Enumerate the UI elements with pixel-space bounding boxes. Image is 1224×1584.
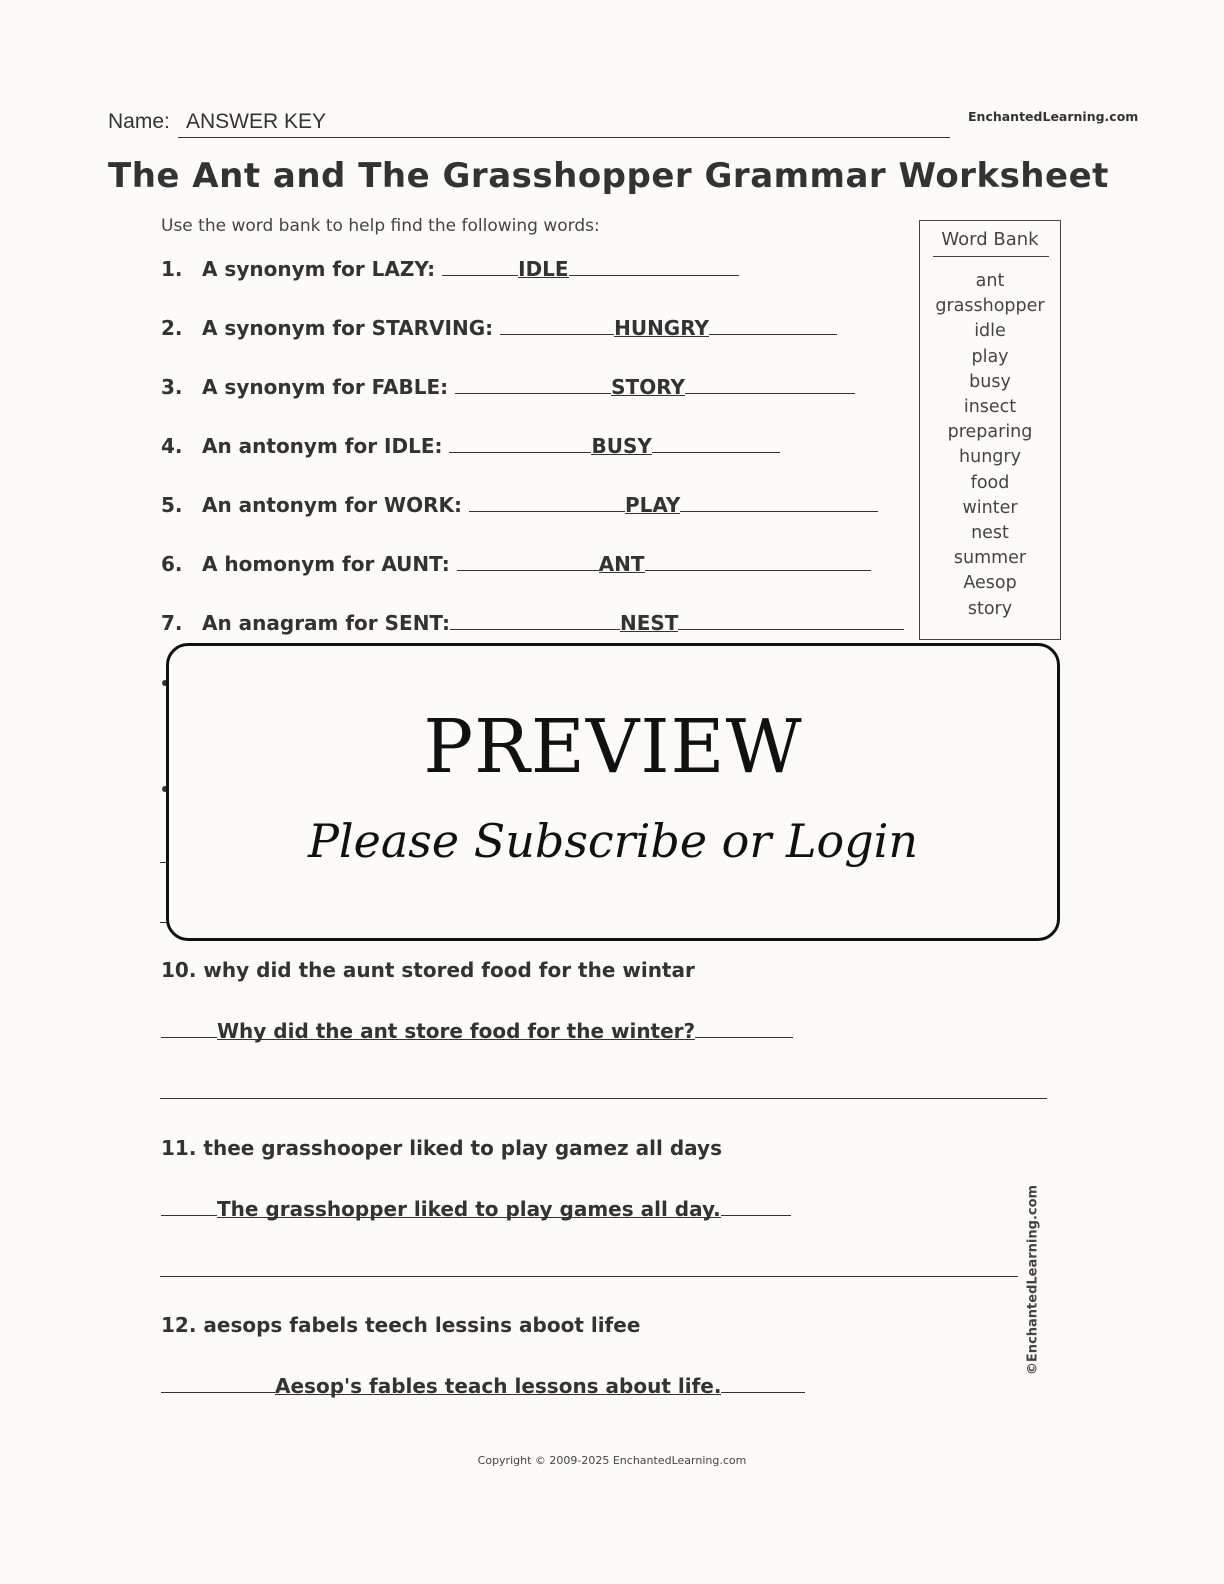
answer-text: STORY (611, 375, 685, 399)
question-number: 12. (161, 1313, 197, 1337)
question-number: 4. (161, 434, 183, 458)
site-logo-text: EnchantedLearning.com (968, 109, 1139, 124)
word-bank-item: nest (971, 523, 1009, 544)
name-value: ANSWER KEY (186, 110, 327, 133)
word-bank (919, 220, 1061, 640)
answer-blank-left (161, 1372, 275, 1393)
corrected-sentence: The grasshopper liked to play games all day. (217, 1197, 721, 1221)
answer-text: ANT (598, 552, 645, 576)
question-number: 11. (161, 1136, 197, 1160)
writing-line (160, 1098, 1047, 1099)
answer-blank-left (161, 1195, 217, 1216)
word-bank-item: summer (953, 548, 1027, 569)
answer-blank-left (450, 609, 620, 630)
correction-10-answer (161, 1017, 793, 1043)
question-number: 5. (161, 493, 183, 517)
question-prompt: An antonym for WORK: (201, 493, 462, 517)
question-6 (161, 550, 871, 576)
word-bank-item: grasshopper (935, 296, 1045, 317)
word-bank-list (920, 269, 1060, 622)
answer-blank-right (709, 314, 837, 335)
name-label: Name: (108, 110, 170, 133)
question-number: 10. (161, 958, 197, 982)
word-bank-item: preparing (947, 422, 1033, 443)
answer-blank-left (449, 432, 591, 453)
answer-text: NEST (619, 611, 679, 635)
question-prompt: A synonym for LAZY: (201, 257, 436, 281)
answer-blank-left (500, 314, 614, 335)
answer-blank-right (652, 432, 780, 453)
footer-copyright: Copyright © 2009-2025 EnchantedLearning.com (477, 1454, 747, 1467)
word-bank-item: food (970, 472, 1010, 493)
correction-10-sentence (161, 958, 695, 982)
incorrect-sentence: why did the aunt stored food for the wintar (203, 958, 695, 982)
word-bank-item: story (967, 598, 1013, 619)
instructions: Use the word bank to help find the following words: (161, 216, 600, 236)
question-number: 1. (161, 257, 183, 281)
answer-blank-right (569, 255, 739, 276)
question-4 (161, 432, 780, 458)
word-bank-item: hungry (959, 447, 1021, 468)
subscribe-preview-overlay[interactable] (166, 643, 1060, 941)
corrected-sentence: Why did the ant store food for the winter? (217, 1019, 696, 1043)
answer-blank-right (678, 609, 904, 630)
question-number: 6. (161, 552, 183, 576)
question-2 (161, 314, 837, 340)
answer-blank-left (457, 550, 599, 571)
incorrect-sentence: aesops fabels teech lessins aboot lifee (203, 1313, 641, 1337)
answer-blank-right (695, 1017, 793, 1038)
question-3 (161, 373, 855, 399)
correction-12-sentence (161, 1313, 640, 1337)
word-bank-item: winter (962, 497, 1018, 518)
name-underline (178, 137, 950, 138)
answer-blank-left (161, 1017, 217, 1038)
answer-text: PLAY (624, 493, 681, 517)
question-number: 7. (161, 611, 183, 635)
question-number: 2. (161, 316, 183, 340)
answer-blank-left (455, 373, 611, 394)
word-bank-item: idle (974, 321, 1006, 342)
answer-text: HUNGRY (614, 316, 710, 340)
question-prompt: An anagram for SENT: (201, 611, 450, 635)
word-bank-title: Word Bank (941, 229, 1039, 250)
answer-blank-right (680, 491, 878, 512)
correction-11-sentence (161, 1136, 722, 1160)
word-bank-item: busy (969, 371, 1011, 392)
correction-12-answer (161, 1372, 805, 1398)
question-7 (161, 609, 904, 635)
page-title: The Ant and The Grasshopper Grammar Worksheet (108, 156, 1109, 196)
question-prompt: A homonym for AUNT: (201, 552, 450, 576)
question-1 (161, 255, 739, 281)
incorrect-sentence: thee grasshooper liked to play gamez all days (203, 1136, 722, 1160)
question-prompt: A synonym for FABLE: (201, 375, 449, 399)
word-bank-item: Aesop (963, 573, 1017, 594)
correction-11-answer (161, 1195, 791, 1221)
word-bank-rule (933, 256, 1049, 257)
answer-blank-right (645, 550, 871, 571)
side-copyright: ©EnchantedLearning.com (1025, 1184, 1041, 1376)
question-5 (161, 491, 878, 517)
answer-blank-left (469, 491, 625, 512)
answer-blank-right (721, 1372, 805, 1393)
answer-blank-right (685, 373, 855, 394)
word-bank-item: insect (963, 397, 1017, 418)
writing-line (160, 1276, 1018, 1277)
answer-blank-left (442, 255, 518, 276)
answer-text: IDLE (518, 257, 569, 281)
word-bank-item: play (971, 346, 1009, 367)
question-prompt: A synonym for STARVING: (201, 316, 494, 340)
answer-text: BUSY (591, 434, 652, 458)
corrected-sentence: Aesop's fables teach lessons about life. (275, 1374, 722, 1398)
preview-subtitle[interactable]: Please Subscribe or Login (307, 814, 919, 868)
preview-title: PREVIEW (423, 704, 803, 790)
answer-blank-right (721, 1195, 791, 1216)
word-bank-item: ant (975, 271, 1005, 291)
question-prompt: An antonym for IDLE: (201, 434, 443, 458)
question-number: 3. (161, 375, 183, 399)
